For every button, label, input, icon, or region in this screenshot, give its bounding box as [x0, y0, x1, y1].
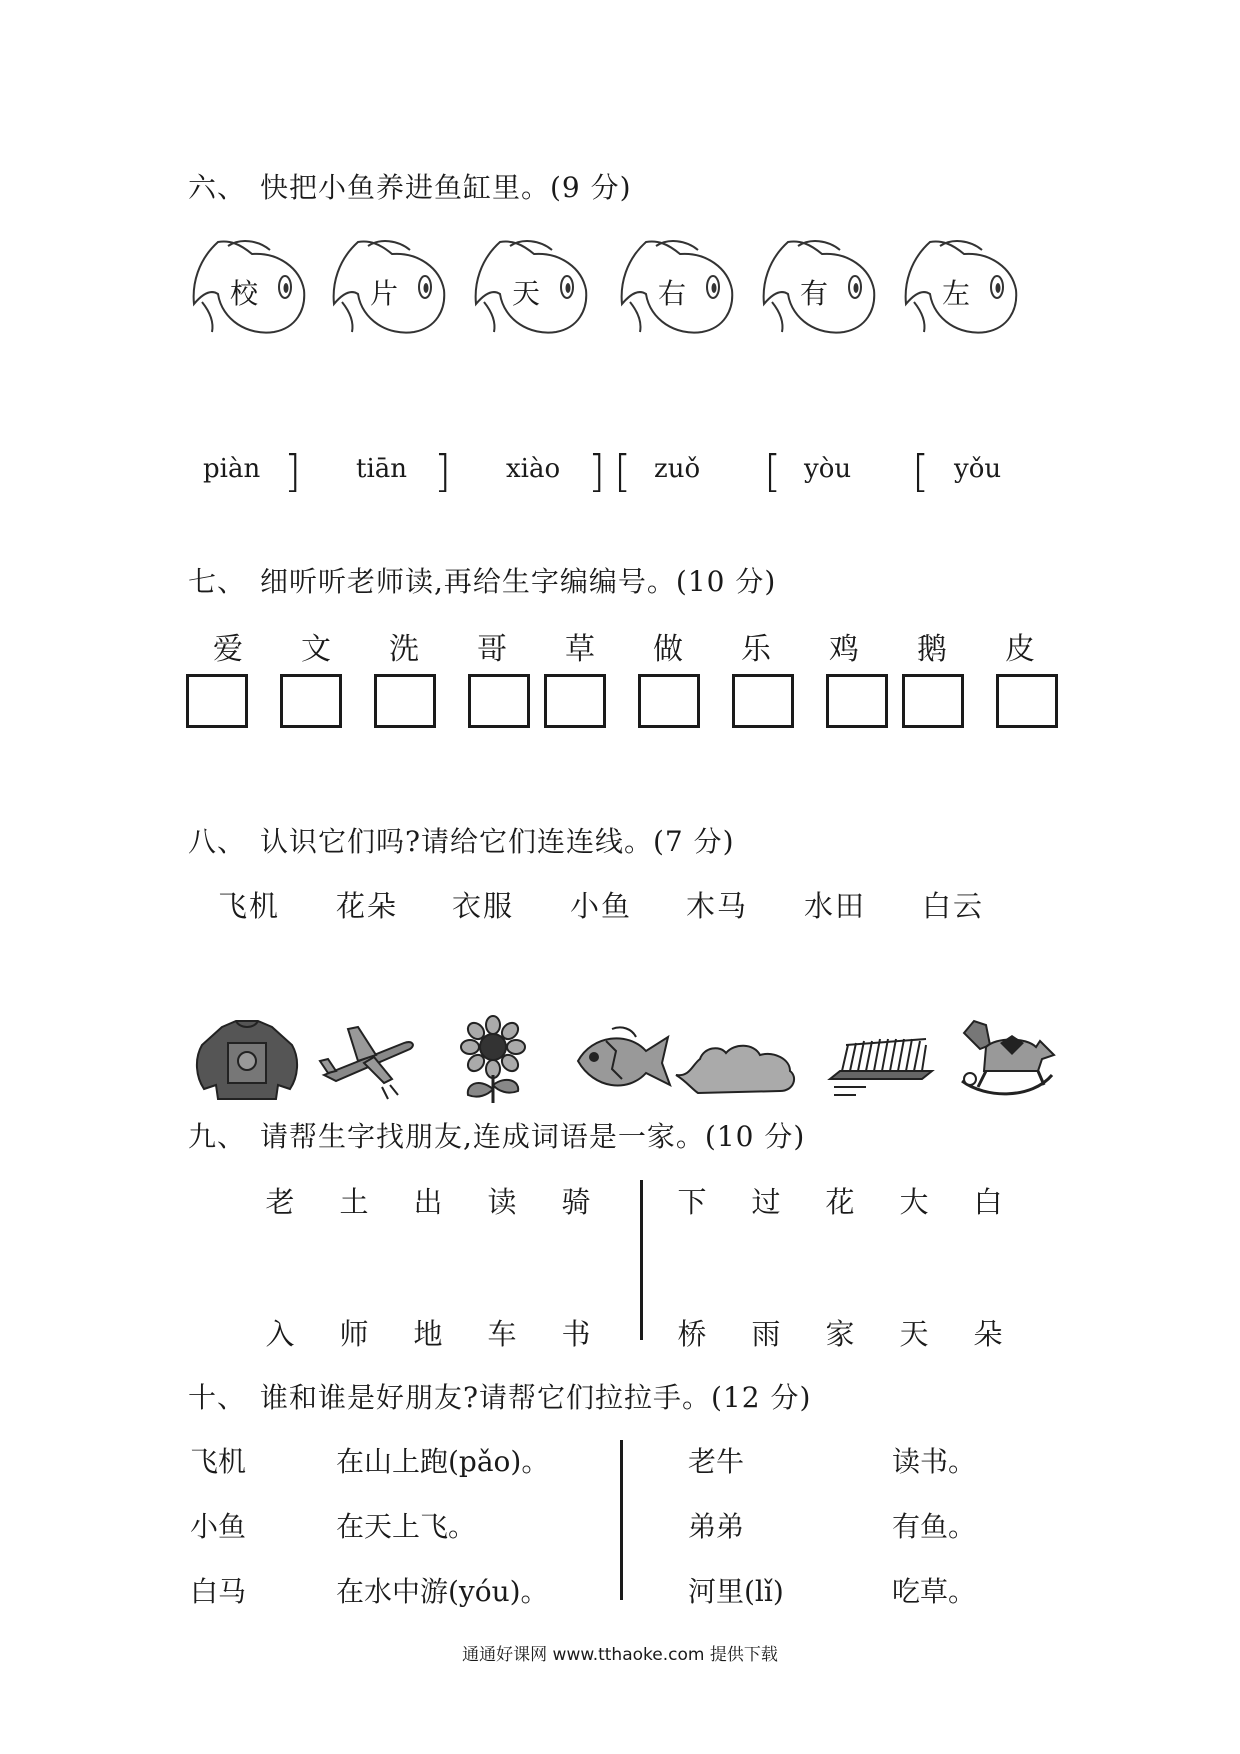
q8-heading — [188, 820, 735, 860]
answer-box[interactable] — [544, 674, 606, 728]
q10-heading — [188, 1376, 811, 1416]
q9-char[interactable]: 骑 — [561, 1185, 591, 1219]
q7-char: 洗 — [389, 632, 419, 667]
fish-4[interactable] — [616, 232, 736, 342]
q8-word[interactable]: 白云 — [922, 889, 985, 923]
q7-title: 细听听老师读,再给生字编编号。(10 分) — [260, 565, 777, 598]
q9-divider — [640, 1180, 643, 1340]
fish-5[interactable] — [758, 232, 878, 342]
tank-bracket-right: ] — [434, 446, 452, 497]
q9-char[interactable]: 朵 — [973, 1317, 1003, 1351]
answer-box[interactable] — [826, 674, 888, 728]
q7-char: 乐 — [741, 632, 771, 667]
q9-char[interactable]: 雨 — [751, 1317, 781, 1351]
rocking-horse-icon[interactable] — [956, 1015, 1056, 1105]
pinyin-label: yǒu — [954, 454, 1002, 484]
q9-char[interactable]: 书 — [561, 1317, 591, 1351]
answer-box[interactable] — [732, 674, 794, 728]
q6-title: 快把小鱼养进鱼缸里。(9 分) — [260, 171, 632, 204]
q8-word[interactable]: 木马 — [686, 889, 749, 923]
footer-credit: 通通好课网 www.tthaoke.com 提供下载 — [462, 1645, 778, 1665]
q7-char: 哥 — [477, 632, 507, 667]
answer-box[interactable] — [374, 674, 436, 728]
q8-word[interactable]: 小鱼 — [570, 889, 633, 923]
pinyin-label: tiān — [356, 454, 408, 484]
tank-bracket-left: [ — [764, 446, 782, 497]
fish-6[interactable] — [900, 232, 1020, 342]
fish-char: 片 — [369, 277, 398, 310]
q7-char: 草 — [565, 632, 595, 667]
q10-subject[interactable]: 小鱼 — [190, 1510, 247, 1543]
q6-number: 六、 — [188, 171, 247, 204]
q8-word[interactable]: 飞机 — [218, 889, 281, 923]
fish-char: 有 — [799, 277, 828, 310]
q9-heading — [188, 1115, 805, 1155]
tank-bracket-right: ] — [588, 446, 606, 497]
q10-subject[interactable]: 飞机 — [190, 1445, 247, 1478]
q9-char[interactable]: 天 — [899, 1317, 929, 1351]
q9-char[interactable]: 过 — [751, 1185, 781, 1219]
q9-char[interactable]: 车 — [487, 1317, 517, 1351]
q10-number: 十、 — [188, 1381, 247, 1414]
q9-char[interactable]: 家 — [825, 1317, 855, 1351]
q6-heading — [188, 166, 632, 206]
q7-char: 鹅 — [917, 632, 947, 667]
answer-box[interactable] — [638, 674, 700, 728]
q8-number: 八、 — [188, 825, 247, 858]
q10-subject[interactable]: 弟弟 — [688, 1510, 745, 1543]
answer-box[interactable] — [996, 674, 1058, 728]
cloud-icon[interactable] — [670, 1015, 800, 1105]
q9-char[interactable]: 老 — [265, 1185, 295, 1219]
q10-title: 谁和谁是好朋友?请帮它们拉拉手。(12 分) — [260, 1381, 812, 1414]
q10-predicate[interactable]: 在山上跑(pǎo)。 — [336, 1445, 550, 1478]
pinyin-label: yòu — [804, 454, 852, 484]
sweater-icon[interactable] — [192, 1015, 302, 1105]
fish-icon[interactable] — [572, 1015, 672, 1105]
q10-predicate[interactable]: 在天上飞。 — [336, 1510, 477, 1543]
answer-box[interactable] — [468, 674, 530, 728]
fish-2[interactable] — [328, 232, 448, 342]
q10-subject[interactable]: 白马 — [190, 1575, 247, 1608]
fish-char: 天 — [511, 277, 540, 310]
q10-predicate[interactable]: 读书。 — [892, 1445, 977, 1478]
fish-char: 校 — [229, 277, 258, 310]
q9-title: 请帮生字找朋友,连成词语是一家。(10 分) — [260, 1120, 806, 1153]
pinyin-label: zuǒ — [654, 454, 701, 484]
q10-subject[interactable]: 老牛 — [688, 1445, 745, 1478]
paddy-field-icon[interactable] — [826, 1015, 936, 1105]
q10-predicate[interactable]: 在水中游(yóu)。 — [336, 1575, 549, 1608]
q9-char[interactable]: 桥 — [677, 1317, 707, 1351]
q9-char[interactable]: 读 — [487, 1185, 517, 1219]
q9-char[interactable]: 地 — [413, 1317, 443, 1351]
q8-word[interactable]: 衣服 — [452, 889, 515, 923]
q10-subject[interactable]: 河里(lǐ) — [688, 1575, 784, 1608]
answer-box[interactable] — [186, 674, 248, 728]
tank-bracket-right: ] — [284, 446, 302, 497]
flower-icon[interactable] — [448, 1015, 538, 1105]
q7-char: 皮 — [1005, 632, 1035, 667]
q9-char[interactable]: 出 — [413, 1185, 443, 1219]
q9-char[interactable]: 白 — [973, 1185, 1003, 1219]
q7-heading — [188, 560, 776, 600]
airplane-icon[interactable] — [318, 1015, 418, 1105]
q9-char[interactable]: 花 — [825, 1185, 855, 1219]
q9-number: 九、 — [188, 1120, 247, 1153]
q9-char[interactable]: 大 — [899, 1185, 929, 1219]
pinyin-label: piàn — [203, 454, 261, 484]
fish-char: 左 — [941, 277, 970, 310]
q7-char: 鸡 — [829, 632, 859, 667]
answer-box[interactable] — [902, 674, 964, 728]
fish-3[interactable] — [470, 232, 590, 342]
pinyin-label: xiào — [506, 454, 561, 484]
q10-predicate[interactable]: 吃草。 — [892, 1575, 977, 1608]
q9-char[interactable]: 入 — [265, 1317, 295, 1351]
tank-bracket-left: [ — [912, 446, 930, 497]
q10-predicate[interactable]: 有鱼。 — [892, 1510, 977, 1543]
q7-char: 文 — [301, 632, 331, 667]
q8-title: 认识它们吗?请给它们连连线。(7 分) — [260, 825, 735, 858]
q10-divider — [620, 1440, 623, 1600]
answer-box[interactable] — [280, 674, 342, 728]
q8-word[interactable]: 花朵 — [336, 889, 399, 923]
tank-bracket-left: [ — [614, 446, 632, 497]
q9-char[interactable]: 下 — [677, 1185, 707, 1219]
q8-word[interactable]: 水田 — [804, 889, 867, 923]
q7-number: 七、 — [188, 565, 247, 598]
q9-char[interactable]: 土 — [339, 1185, 369, 1219]
q9-char[interactable]: 师 — [339, 1317, 369, 1351]
fish-1[interactable] — [188, 232, 308, 342]
q7-char: 爱 — [213, 632, 243, 667]
fish-char: 右 — [657, 277, 686, 310]
q7-char: 做 — [653, 632, 683, 667]
